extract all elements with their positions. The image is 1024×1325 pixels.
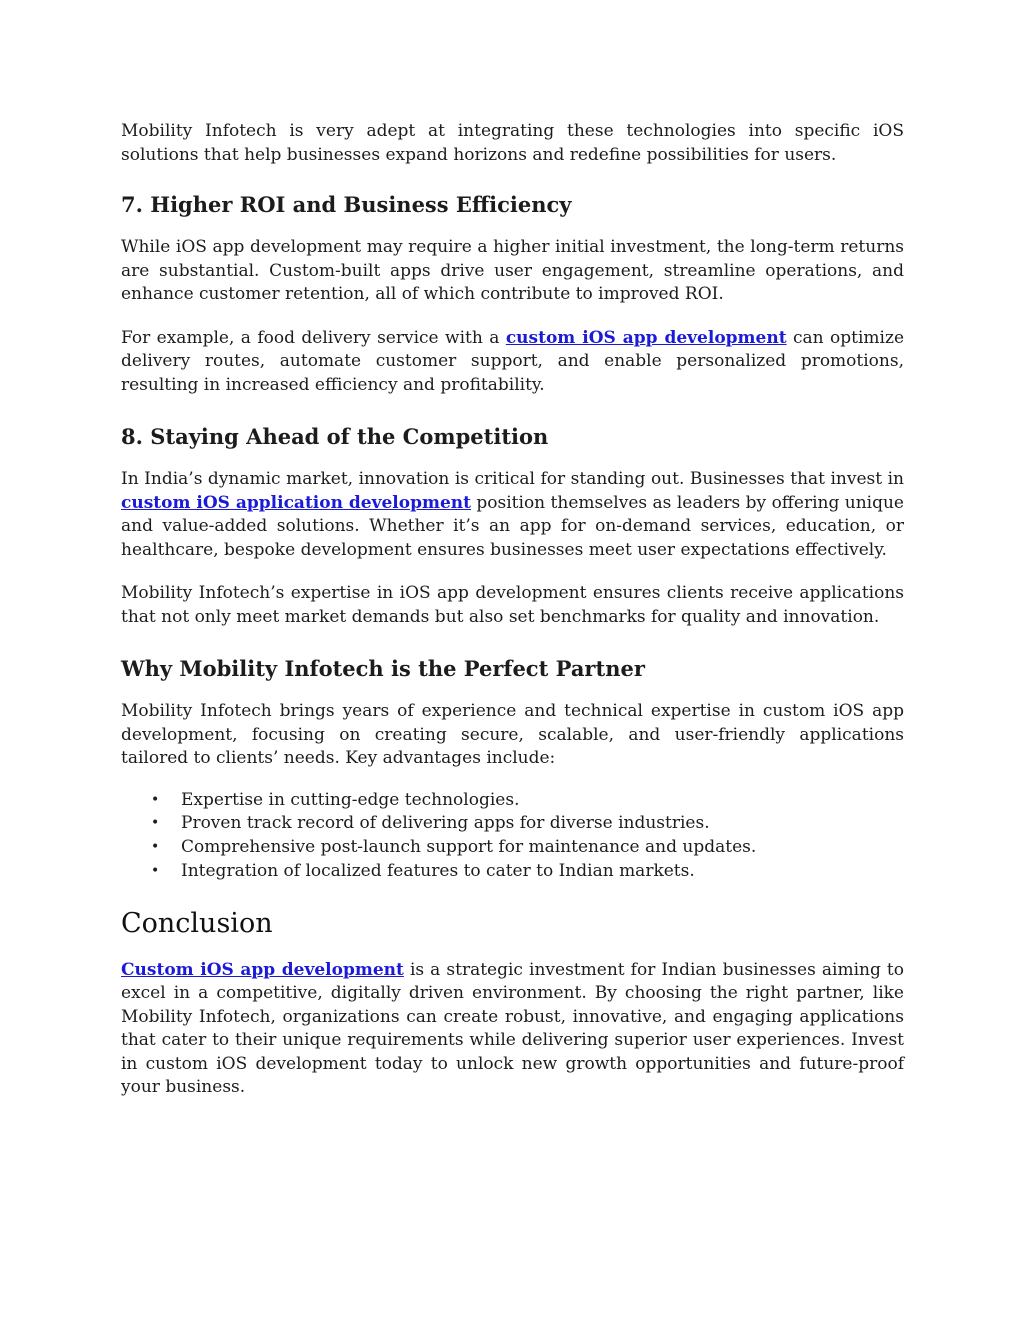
- heading-conclusion: Conclusion: [121, 907, 273, 939]
- roi-paragraph-2: [121, 327, 904, 398]
- competition-paragraph-2: Mobility Infotech’s expertise in iOS app development ensures clients receive applications that not only meet market demands but also set benchmarks for quality and innovation.: [121, 583, 904, 627]
- bullet-icon: •: [151, 862, 160, 879]
- bullet-icon: •: [151, 791, 160, 808]
- advantage-text: Proven track record of delivering apps for diverse industries.: [181, 813, 710, 834]
- list-item: [121, 812, 904, 836]
- competition-paragraph-1-tail: position themselves as leaders by offering unique and value-added solutions. Whether it’s an app for on-demand services, education, or healthcare, bespoke development ensures businesses meet user expectations effectively.: [121, 492, 904, 560]
- heading-staying-ahead: 8. Staying Ahead of the Competition: [121, 424, 549, 449]
- conclusion-paragraph-tail: is a strategic investment for Indian businesses aiming to excel in a competitive, digitally driven environment. By choosing the right partner, like Mobility Infotech, organizations can create robust, innovative, and engaging applications that cater to their unique requirements while delivering superior user experiences. Invest in custom iOS development today to unlock new growth opportunities and future-proof your business.: [121, 959, 904, 1098]
- roi-paragraph-2-lead: For example, a food delivery service with a: [121, 327, 506, 348]
- list-item: [121, 860, 904, 884]
- heading-perfect-partner: Why Mobility Infotech is the Perfect Partner: [121, 656, 645, 681]
- advantage-text: Integration of localized features to cater to Indian markets.: [181, 860, 695, 881]
- competition-paragraph-1-lead: In India’s dynamic market, innovation is critical for standing out. Businesses that invest in: [121, 469, 904, 489]
- list-item: [121, 789, 904, 813]
- custom-ios-application-development-link[interactable]: custom iOS application development: [121, 492, 471, 513]
- advantages-list: [121, 789, 904, 884]
- bullet-icon: •: [151, 839, 160, 856]
- heading-higher-roi: 7. Higher ROI and Business Efficiency: [121, 192, 572, 217]
- partner-paragraph: Mobility Infotech brings years of experience and technical expertise in custom iOS app development, focusing on creating secure, scalable, and user-friendly applications tailored to clients’ needs. Key advantages include:: [121, 701, 904, 768]
- conclusion-custom-ios-link[interactable]: Custom iOS app development: [121, 959, 404, 980]
- competition-paragraph-1: [121, 468, 904, 562]
- advantage-text: Expertise in cutting-edge technologies.: [181, 789, 520, 810]
- roi-paragraph-2-tail: can optimize delivery routes, automate customer support, and enable personalized promotions, resulting in increased efficiency and profitability.: [121, 327, 905, 395]
- advantage-text: Comprehensive post-launch support for maintenance and updates.: [181, 837, 757, 858]
- conclusion-paragraph: [121, 959, 904, 1100]
- custom-ios-app-development-link[interactable]: custom iOS app development: [505, 327, 787, 348]
- bullet-icon: •: [151, 815, 160, 832]
- intro-paragraph: Mobility Infotech is very adept at integrating these technologies into specific iOS solutions that help businesses expand horizons and redefine possibilities for users.: [121, 121, 904, 165]
- roi-paragraph-1: While iOS app development may require a higher initial investment, the long-term returns are substantial. Custom-built apps drive user engagement, streamline operations, and enhance customer retention, all of which contribute to improved ROI.: [121, 237, 904, 304]
- list-item: [121, 836, 904, 860]
